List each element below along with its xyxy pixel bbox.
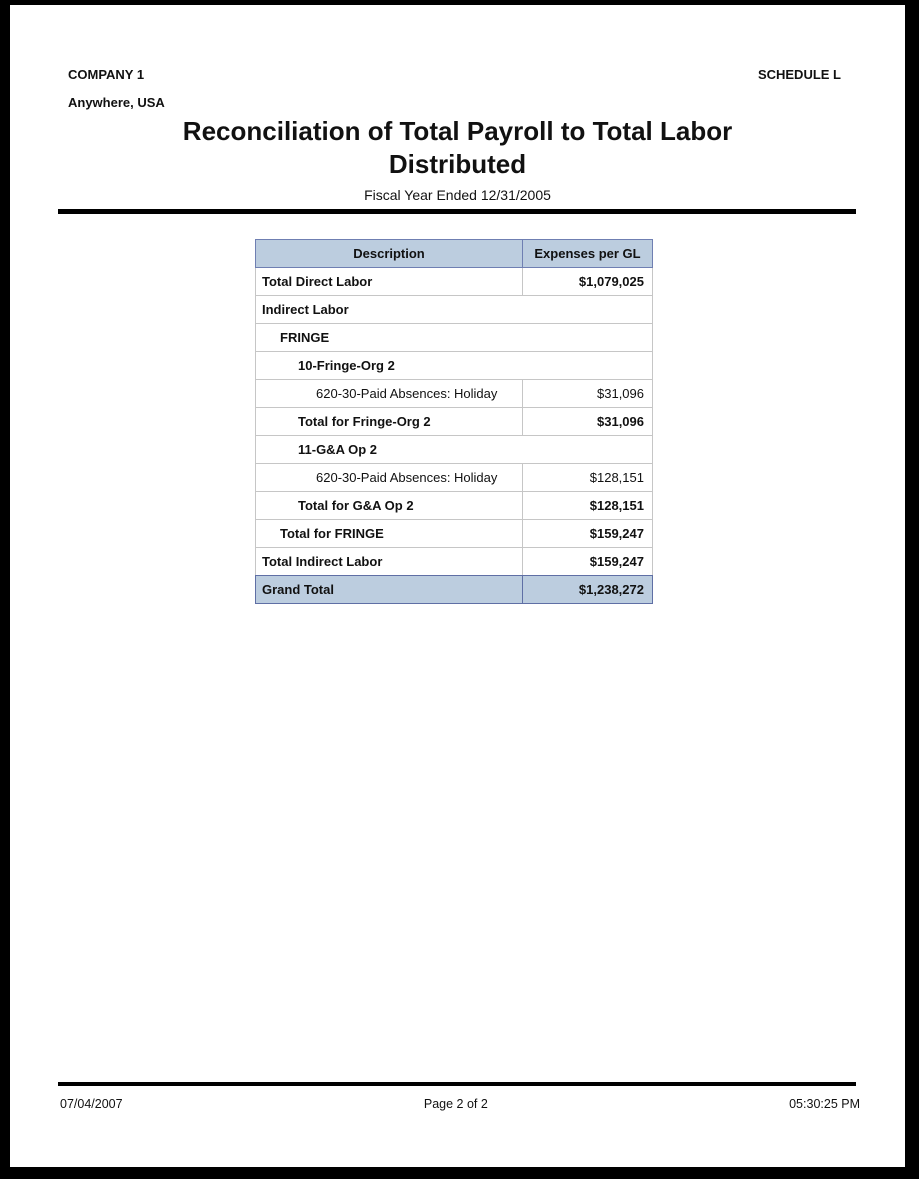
table-row xyxy=(256,380,652,408)
row-value: $159,247 xyxy=(522,548,652,575)
table-row xyxy=(256,548,652,576)
report-subtitle: Fiscal Year Ended 12/31/2005 xyxy=(364,187,551,203)
table-row xyxy=(256,268,652,296)
title-block xyxy=(10,115,905,181)
table-row xyxy=(256,492,652,520)
table-row xyxy=(255,575,653,604)
row-value: $31,096 xyxy=(522,380,652,407)
row-description: 620-30-Paid Absences: Holiday xyxy=(316,386,498,401)
table-row xyxy=(256,520,652,548)
report-page xyxy=(10,5,905,1167)
row-description: Total for FRINGE xyxy=(280,526,384,541)
row-value: $1,238,272 xyxy=(522,576,652,603)
row-value: $128,151 xyxy=(522,464,652,491)
row-description: 11-G&A Op 2 xyxy=(298,442,377,457)
row-value: $128,151 xyxy=(522,492,652,519)
table-row xyxy=(256,324,652,352)
company-location: Anywhere, USA xyxy=(68,95,165,110)
row-description: Indirect Labor xyxy=(262,302,349,317)
row-description: Total for Fringe-Org 2 xyxy=(298,414,431,429)
reconciliation-table xyxy=(255,239,653,604)
column-header-description: Description xyxy=(353,246,425,261)
row-value: $31,096 xyxy=(522,408,652,435)
table-header-row xyxy=(255,239,653,268)
table-body xyxy=(255,268,653,604)
page-footer xyxy=(60,1097,860,1112)
table-row xyxy=(256,352,652,380)
footer-divider xyxy=(58,1082,856,1086)
table-row xyxy=(256,436,652,464)
company-name: COMPANY 1 xyxy=(68,67,145,82)
row-value: $1,079,025 xyxy=(522,268,652,295)
row-description: Grand Total xyxy=(262,582,334,597)
row-description: FRINGE xyxy=(280,330,330,345)
header-divider xyxy=(58,209,856,214)
footer-date: 07/04/2007 xyxy=(60,1097,123,1111)
table-row xyxy=(256,296,652,324)
schedule-label: SCHEDULE L xyxy=(757,67,841,82)
row-description: Total Direct Labor xyxy=(262,274,373,289)
row-value: $159,247 xyxy=(522,520,652,547)
table-row xyxy=(256,464,652,492)
row-description: 620-30-Paid Absences: Holiday xyxy=(316,470,498,485)
report-title: Reconciliation of Total Payroll to Total Labor Distributed xyxy=(182,116,733,179)
footer-page-number: Page 2 of 2 xyxy=(423,1097,488,1111)
table-row xyxy=(256,408,652,436)
row-description: Total for G&A Op 2 xyxy=(298,498,414,513)
footer-time: 05:30:25 PM xyxy=(789,1097,860,1111)
row-description: Total Indirect Labor xyxy=(262,554,383,569)
column-header-expenses: Expenses per GL xyxy=(522,240,652,267)
row-description: 10-Fringe-Org 2 xyxy=(298,358,395,373)
